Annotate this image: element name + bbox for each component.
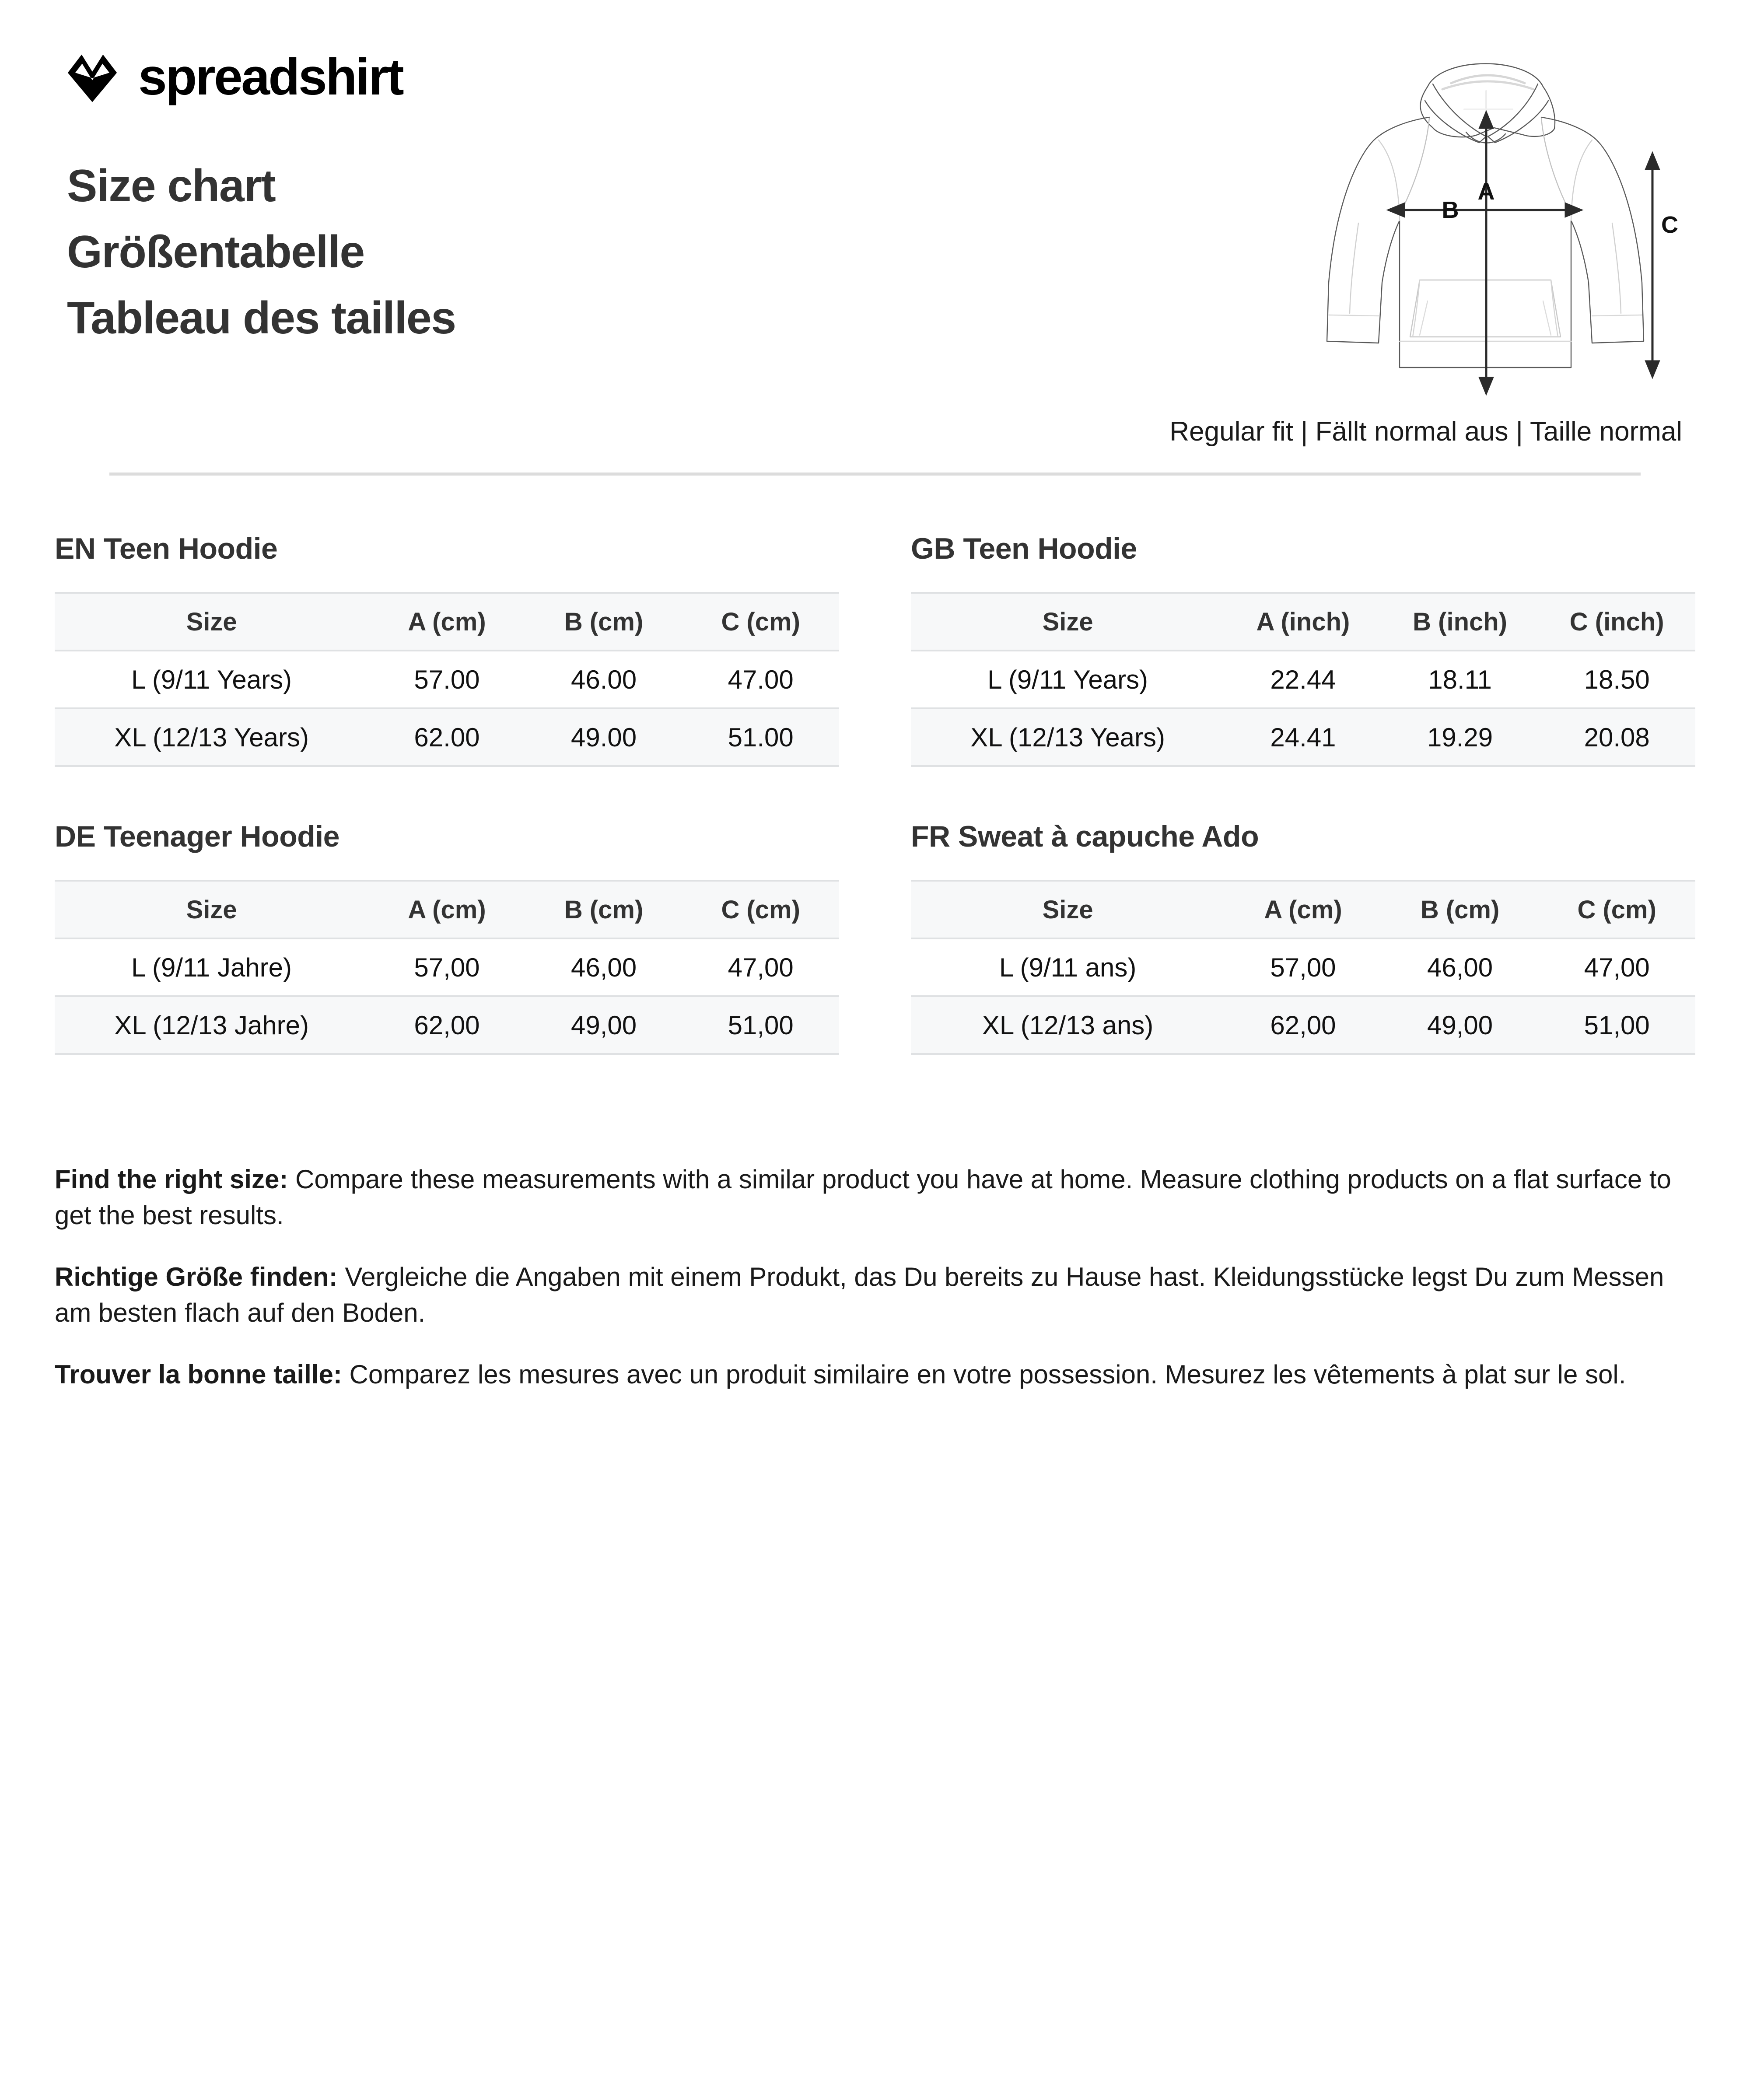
column-header-a: A (inch) — [1225, 593, 1382, 651]
cell-b: 46,00 — [525, 938, 682, 996]
column-header-a: A (cm) — [368, 881, 525, 938]
cell-b: 18.11 — [1382, 651, 1539, 708]
table-row — [911, 651, 1695, 708]
cell-b: 49,00 — [525, 996, 682, 1054]
size-table-title-gb: GB Teen Hoodie — [911, 532, 1137, 565]
page-title — [67, 153, 456, 351]
column-header-a: A (cm) — [1225, 881, 1382, 938]
page-title-de: Größentabelle — [67, 226, 364, 277]
size-table-panel-en — [55, 532, 839, 767]
instruction-lead-en: Find the right size: — [55, 1165, 288, 1194]
table-row — [55, 996, 839, 1054]
cell-size: XL (12/13 Years) — [55, 708, 368, 766]
size-table-gb — [911, 592, 1695, 767]
size-table-panel-gb — [911, 532, 1695, 767]
instruction-lead-de: Richtige Größe finden: — [55, 1262, 338, 1292]
hoodie-measurement-diagram — [1288, 35, 1682, 411]
cell-b: 49.00 — [525, 708, 682, 766]
instruction-fr — [55, 1357, 1695, 1393]
instruction-en — [55, 1162, 1695, 1233]
cell-c: 20.08 — [1538, 708, 1695, 766]
measure-label-c: C — [1661, 212, 1678, 238]
column-header-b: B (cm) — [1382, 881, 1539, 938]
size-table-en — [55, 592, 839, 767]
column-header-c: C (inch) — [1538, 593, 1695, 651]
column-header-size: Size — [55, 593, 368, 651]
size-table-fr — [911, 880, 1695, 1055]
cell-c: 51,00 — [1538, 996, 1695, 1054]
cell-b: 46,00 — [1382, 938, 1539, 996]
cell-size: XL (12/13 ans) — [911, 996, 1225, 1054]
size-table-panel-fr — [911, 819, 1695, 1055]
column-header-size: Size — [55, 881, 368, 938]
page-header — [55, 0, 1695, 447]
table-row — [911, 708, 1695, 766]
cell-a: 57,00 — [368, 938, 525, 996]
cell-b: 46.00 — [525, 651, 682, 708]
table-header-row — [911, 881, 1695, 938]
page-title-fr: Tableau des tailles — [67, 292, 456, 343]
cell-c: 18.50 — [1538, 651, 1695, 708]
cell-a: 24.41 — [1225, 708, 1382, 766]
cell-a: 62,00 — [368, 996, 525, 1054]
cell-a: 62.00 — [368, 708, 525, 766]
instruction-body-fr: Comparez les mesures avec un produit similaire en votre possession. Mesurez les vêtements à plat sur le sol. — [342, 1360, 1626, 1390]
column-header-c: C (cm) — [1538, 881, 1695, 938]
measure-label-a: A — [1477, 178, 1495, 205]
table-header-row — [55, 881, 839, 938]
table-row — [911, 938, 1695, 996]
hoodie-illustration-icon — [1288, 35, 1682, 411]
column-header-b: B (cm) — [525, 593, 682, 651]
column-header-size: Size — [911, 881, 1225, 938]
cell-c: 47,00 — [682, 938, 839, 996]
cell-c: 47,00 — [1538, 938, 1695, 996]
instruction-lead-fr: Trouver la bonne taille: — [55, 1360, 342, 1390]
cell-a: 62,00 — [1225, 996, 1382, 1054]
column-header-size: Size — [911, 593, 1225, 651]
column-header-c: C (cm) — [682, 881, 839, 938]
cell-a: 22.44 — [1225, 651, 1382, 708]
size-table-title-de: DE Teenager Hoodie — [55, 820, 340, 853]
table-row — [911, 996, 1695, 1054]
table-header-row — [911, 593, 1695, 651]
cell-a: 57,00 — [1225, 938, 1382, 996]
cell-size: L (9/11 Jahre) — [55, 938, 368, 996]
cell-size: XL (12/13 Jahre) — [55, 996, 368, 1054]
fit-note: Regular fit | Fällt normal aus | Taille normal — [1169, 416, 1682, 447]
size-table-panel-de — [55, 819, 839, 1055]
brand-logo — [66, 50, 402, 104]
cell-b: 49,00 — [1382, 996, 1539, 1054]
size-tables-grid — [55, 532, 1695, 1055]
header-divider — [109, 472, 1641, 476]
cell-size: L (9/11 ans) — [911, 938, 1225, 996]
instruction-body-de: Vergleiche die Angaben mit einem Produkt, das Du bereits zu Hause hast. Kleidungsstücke legst Du zum Messen am besten flach auf den Boden. — [55, 1262, 1664, 1327]
measuring-instructions — [55, 1135, 1695, 1393]
size-table-title-fr: FR Sweat à capuche Ado — [911, 820, 1259, 853]
cell-c: 51,00 — [682, 996, 839, 1054]
size-table-de — [55, 880, 839, 1055]
page-title-en: Size chart — [67, 161, 276, 211]
spreadshirt-diamond-logo-icon — [66, 50, 119, 104]
instruction-de — [55, 1259, 1695, 1330]
measure-label-b: B — [1442, 197, 1459, 223]
column-header-b: B (cm) — [525, 881, 682, 938]
cell-b: 19.29 — [1382, 708, 1539, 766]
table-row — [55, 938, 839, 996]
cell-size: L (9/11 Years) — [55, 651, 368, 708]
column-header-a: A (cm) — [368, 593, 525, 651]
table-row — [55, 708, 839, 766]
cell-size: L (9/11 Years) — [911, 651, 1225, 708]
column-header-b: B (inch) — [1382, 593, 1539, 651]
instruction-body-en: Compare these measurements with a similar product you have at home. Measure clothing products on a flat surface to get the best results. — [55, 1165, 1671, 1230]
brand-name: spreadshirt — [138, 48, 403, 106]
cell-a: 57.00 — [368, 651, 525, 708]
size-table-title-en: EN Teen Hoodie — [55, 532, 278, 565]
table-row — [55, 651, 839, 708]
cell-c: 51.00 — [682, 708, 839, 766]
cell-c: 47.00 — [682, 651, 839, 708]
cell-size: XL (12/13 Years) — [911, 708, 1225, 766]
column-header-c: C (cm) — [682, 593, 839, 651]
table-header-row — [55, 593, 839, 651]
